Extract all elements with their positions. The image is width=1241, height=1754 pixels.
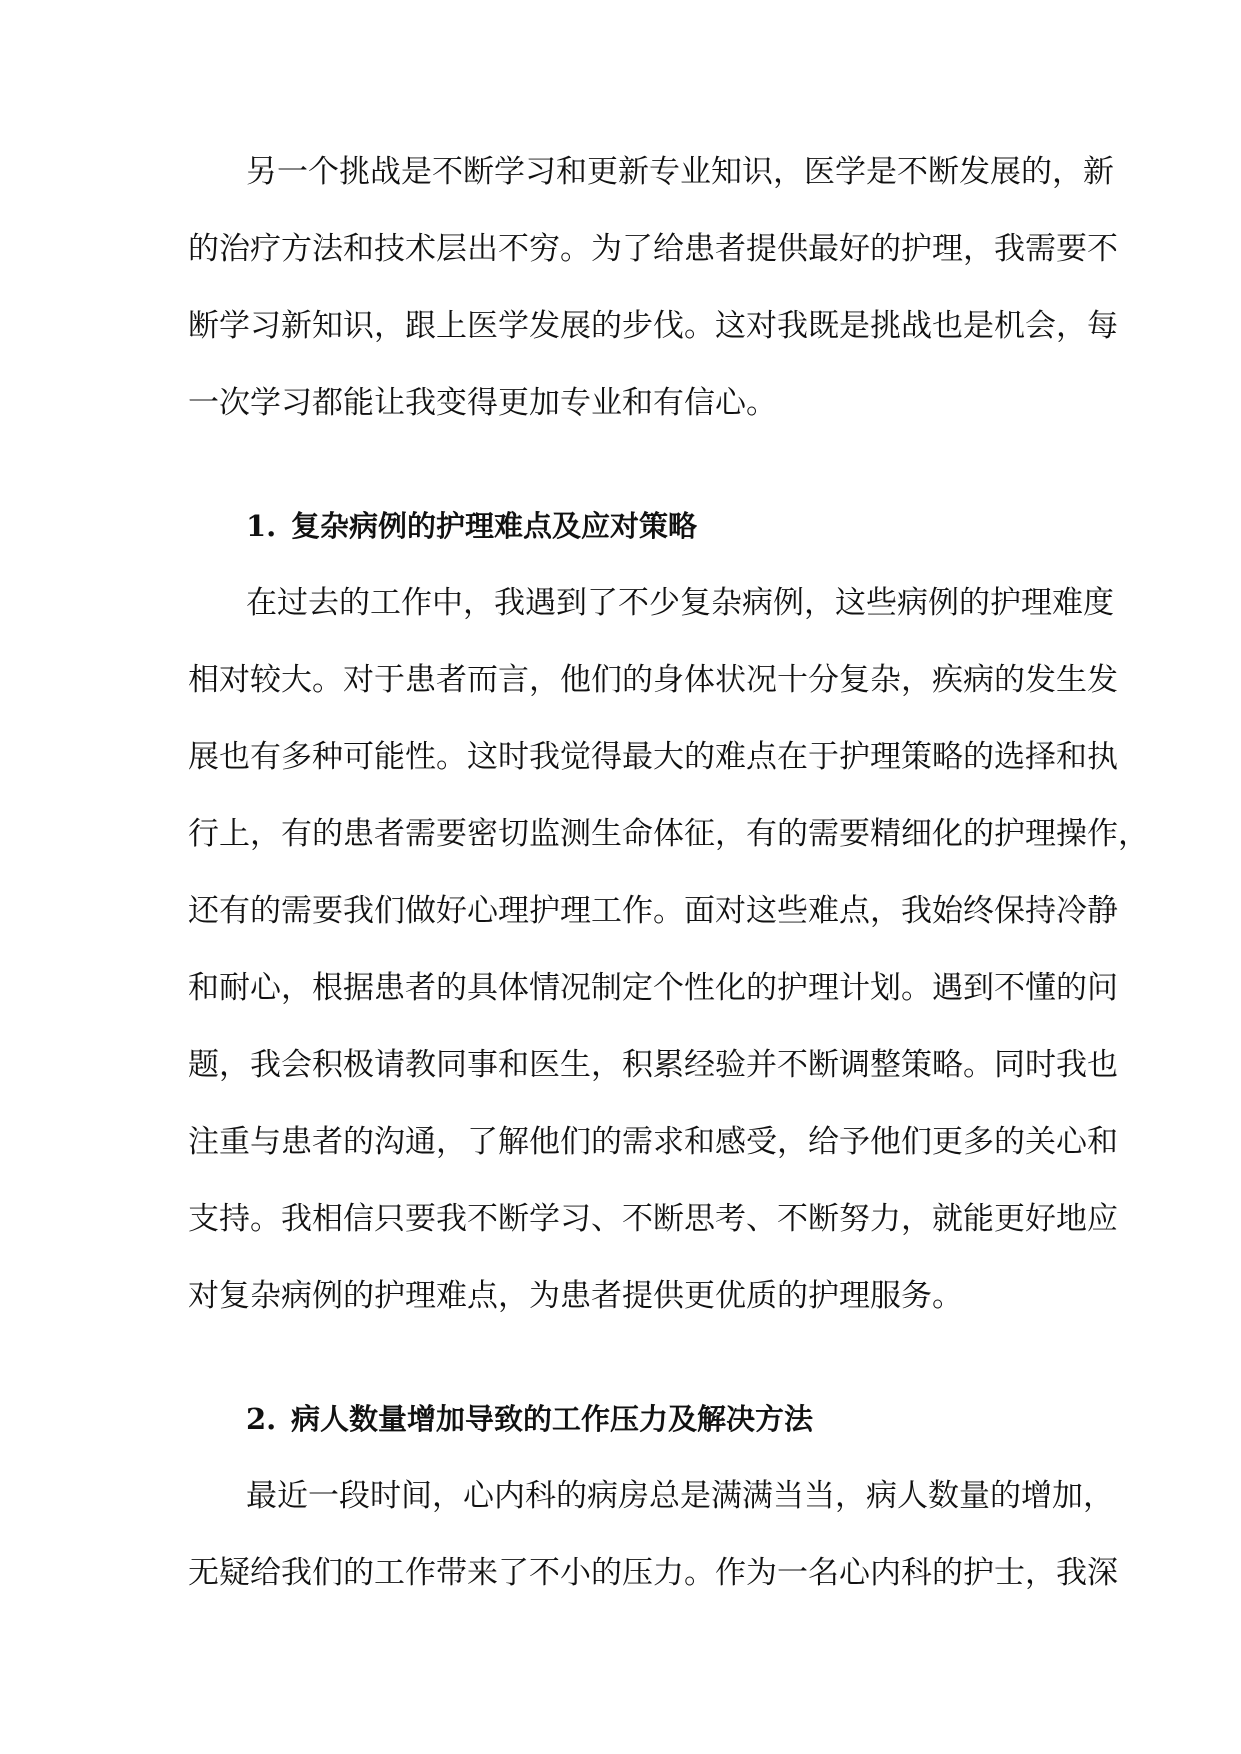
section-heading-2 [188, 1381, 1054, 1458]
text-line: 一次学习都能让我变得更加专业和有信心。 [188, 385, 777, 421]
text-line: 行上，有的患者需要密切监测生命体征，有的需要精细化的护理操作， [188, 816, 1149, 852]
paragraph-section-1 [188, 565, 1149, 1335]
paragraph-section-2 [188, 1458, 1118, 1612]
text-line: 在过去的工作中，我遇到了不少复杂病例，这些病例的护理难度 [246, 585, 1114, 621]
section-title: 病人数量增加导致的工作压力及解决方法 [291, 1402, 814, 1436]
text-line: 题，我会积极请教同事和医生，积累经验并不断调整策略。同时我也 [188, 1047, 1118, 1083]
text-line: 另一个挑战是不断学习和更新专业知识，医学是不断发展的，新 [246, 154, 1114, 190]
section-heading-1 [188, 488, 1054, 565]
text-line: 的治疗方法和技术层出不穷。为了给患者提供最好的护理，我需要不 [188, 231, 1118, 267]
section-number: 2. [246, 1402, 277, 1436]
text-line: 最近一段时间，心内科的病房总是满满当当，病人数量的增加， [246, 1478, 1114, 1514]
paragraph-gap [188, 442, 1054, 488]
text-line: 展也有多种可能性。这时我觉得最大的难点在于护理策略的选择和执 [188, 739, 1118, 775]
text-line: 无疑给我们的工作带来了不小的压力。作为一名心内科的护士，我深 [188, 1555, 1118, 1591]
paragraph-intro [188, 134, 1118, 442]
text-line: 注重与患者的沟通，了解他们的需求和感受，给予他们更多的关心和 [188, 1124, 1118, 1160]
document-page [188, 134, 1149, 1612]
text-line: 还有的需要我们做好心理护理工作。面对这些难点，我始终保持冷静 [188, 893, 1118, 929]
text-line: 对复杂病例的护理难点，为患者提供更优质的护理服务。 [188, 1278, 963, 1314]
text-line: 相对较大。对于患者而言，他们的身体状况十分复杂，疾病的发生发 [188, 662, 1118, 698]
section-number: 1. [246, 509, 277, 543]
text-line: 断学习新知识，跟上医学发展的步伐。这对我既是挑战也是机会，每 [188, 308, 1118, 344]
text-line: 支持。我相信只要我不断学习、不断思考、不断努力，就能更好地应 [188, 1201, 1118, 1237]
paragraph-gap [188, 1335, 1054, 1381]
section-title: 复杂病例的护理难点及应对策略 [291, 509, 698, 543]
text-line: 和耐心，根据患者的具体情况制定个性化的护理计划。遇到不懂的问 [188, 970, 1118, 1006]
